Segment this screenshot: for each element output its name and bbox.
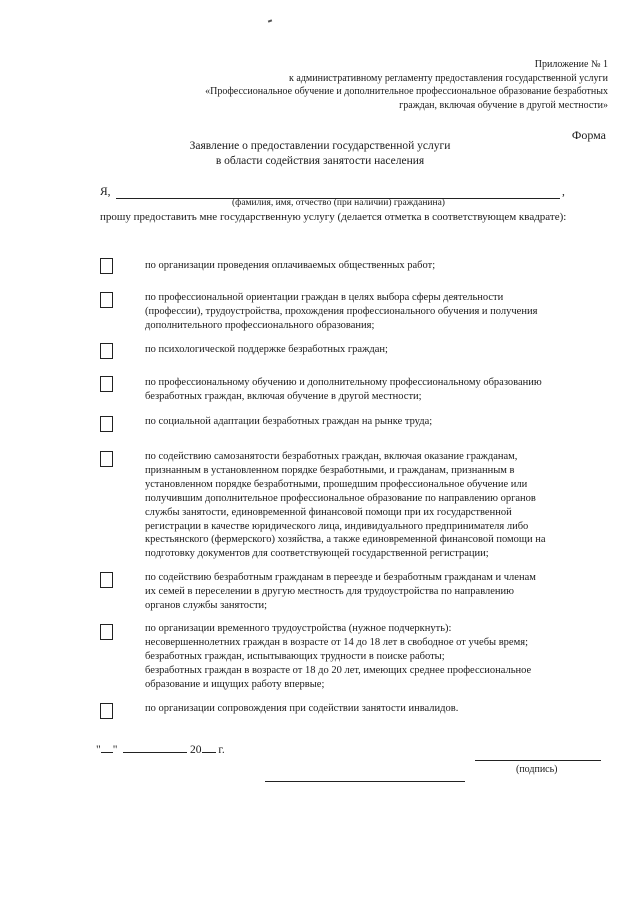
option-checkbox[interactable] xyxy=(100,343,113,359)
temporary-employment-choice[interactable]: несовершеннолетних граждан в возрасте от 14 до 18 лет в свободное от учебы время; xyxy=(145,636,528,648)
temporary-employment-choice[interactable]: безработных граждан в возрасте от 18 до 20 лет, имеющих среднее профессиональное xyxy=(145,664,532,676)
applicant-name-hint: (фамилия, имя, отчество (при наличии) гражданина) xyxy=(232,198,445,208)
signature-label: (подпись) xyxy=(516,764,558,775)
year-field[interactable] xyxy=(202,742,216,753)
option-text xyxy=(145,622,600,692)
option-text: по профессиональной ориентации граждан в целях выбора сферы деятельности (профессии), трудоустройства, прохождения профессионального обучения и получения дополнительного профессионального образования; xyxy=(145,292,538,331)
option-checkbox[interactable] xyxy=(100,572,113,588)
applicant-prefix: Я, xyxy=(100,186,111,198)
month-field[interactable] xyxy=(123,742,187,753)
option-checkbox[interactable] xyxy=(100,416,113,432)
applicant-suffix: , xyxy=(562,186,565,198)
date-quote-open: " xyxy=(96,744,101,756)
year-prefix: 20 xyxy=(190,744,202,756)
document-title xyxy=(150,139,490,169)
day-field[interactable] xyxy=(101,742,113,753)
temporary-employment-heading: по организации временного трудоустройства (нужное подчеркнуть): xyxy=(145,623,452,634)
title-line-1: Заявление о предоставлении государственной услуги xyxy=(189,140,451,152)
form-label: Форма xyxy=(571,128,606,142)
request-intro-text: прошу предоставить мне государственную услугу (делается отметка в соответствующем квадрате): xyxy=(100,211,567,223)
header-line-regulation: к административному регламенту предоставления государственной услуги xyxy=(289,72,608,84)
header-line-service-name: «Профессиональное обучение и дополнительное профессиональное образование безработных xyxy=(205,86,608,97)
option-text: по профессиональному обучению и дополнительному профессиональному образованию безработных граждан, включая обучение в другой местности; xyxy=(145,377,542,402)
option-text: по содействию самозанятости безработных граждан, включая оказание гражданам, признанным в установленном порядке безработными, и гражданам, признанным в установленном порядке безработными, прошедшим профессиональное обучение или получившим дополнительное профессиональное образование по направлению органов службы занятости, единовременной финансовой помощи при их государственной регистрации в качестве юридического лица, индивидуального предпринимателя либо крестьянского (фермерского) хозяйства, а также единовременной финансовой помощи на подготовку документов для соответствующей государственной регистрации; xyxy=(145,451,546,560)
temporary-employment-choice-cont[interactable]: образование и ищущих работу впервые; xyxy=(145,678,325,690)
option-text: по организации сопровождения при содействии занятости инвалидов. xyxy=(145,703,459,714)
signature-field[interactable] xyxy=(475,760,601,761)
option-checkbox[interactable] xyxy=(100,258,113,274)
option-checkbox[interactable] xyxy=(100,292,113,308)
option-text: по психологической поддержке безработных граждан; xyxy=(145,344,388,355)
appendix-header xyxy=(148,58,608,112)
option-text: по содействию безработным гражданам в переезде и безработным гражданам и членам их семей в переселении в другую местность для трудоустройства по направлению органов службы занятости; xyxy=(145,572,536,611)
temporary-employment-choice[interactable]: безработных граждан, испытывающих трудности в поиске работы; xyxy=(145,650,445,662)
option-checkbox[interactable] xyxy=(100,376,113,392)
header-line-appendix-number: Приложение № 1 xyxy=(534,59,608,70)
option-checkbox[interactable] xyxy=(100,624,113,640)
title-line-2: в области содействия занятости населения xyxy=(215,155,425,167)
scan-speck xyxy=(268,19,272,22)
header-line-service-name-cont: граждан, включая обучение в другой местности» xyxy=(399,99,608,111)
year-suffix: г. xyxy=(218,744,225,756)
option-checkbox[interactable] xyxy=(100,451,113,467)
date-quote-close: " xyxy=(112,744,118,756)
date-field xyxy=(96,742,225,756)
option-checkbox[interactable] xyxy=(100,703,113,719)
option-text: по социальной адаптации безработных граждан на рынке труда; xyxy=(145,416,433,427)
option-text: по организации проведения оплачиваемых общественных работ; xyxy=(145,260,436,271)
bottom-divider xyxy=(265,781,465,782)
